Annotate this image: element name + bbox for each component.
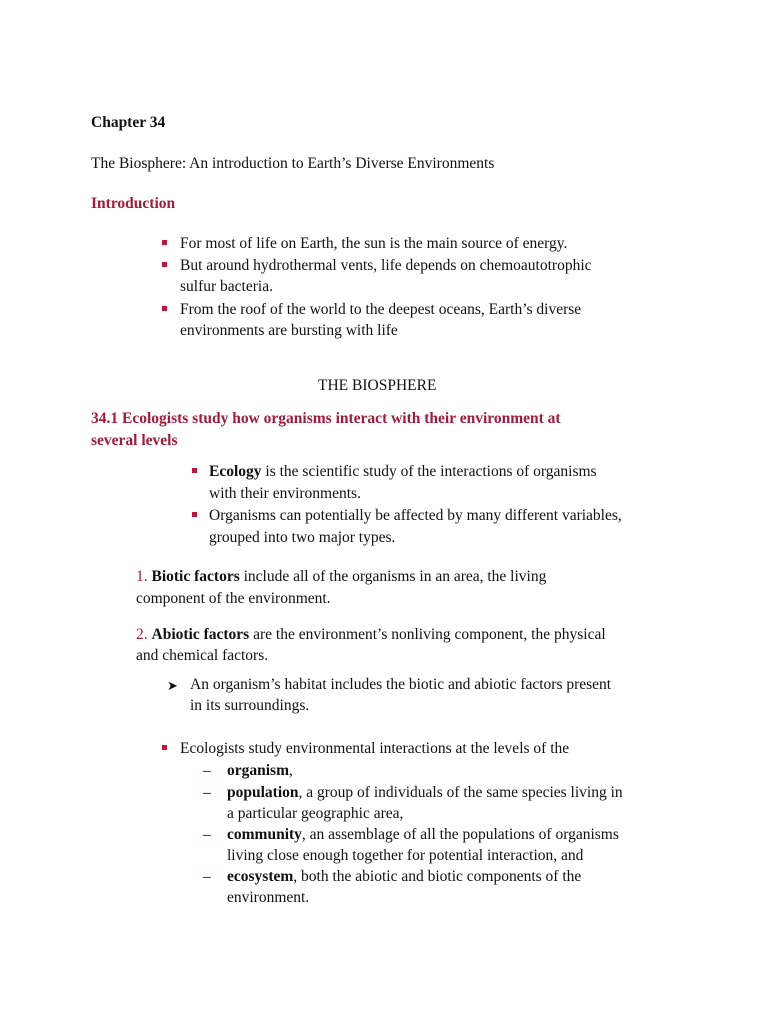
habitat-note-line2: in its surroundings.	[190, 697, 310, 714]
chapter-label: Chapter 34	[91, 114, 166, 131]
abiotic-factors-line1	[136, 624, 606, 645]
intro-bullet-3-line1: From the roof of the world to the deepest oceans, Earth’s diverse	[180, 301, 582, 318]
square-bullet-icon	[192, 468, 197, 473]
variables-bullet-line2: grouped into two major types.	[209, 529, 396, 546]
intro-bullet-2-line2: sulfur bacteria.	[180, 278, 273, 295]
dash-bullet-icon: –	[203, 868, 211, 885]
levels-intro: Ecologists study environmental interactions at the levels of the	[180, 740, 570, 757]
level-population-line2: a particular geographic area,	[227, 805, 404, 822]
biotic-definition: include all of the organisms in an area, the living	[239, 568, 547, 585]
item-number: 1.	[136, 568, 148, 585]
section-heading: THE BIOSPHERE	[318, 377, 437, 394]
chapter-title: The Biosphere: An introduction to Earth’s Diverse Environments	[91, 155, 495, 172]
ecology-term: Ecology	[209, 463, 262, 480]
level-ecosystem-line2: environment.	[227, 889, 310, 906]
level-ecosystem-line1	[227, 866, 581, 887]
intro-bullet-2-line1: But around hydrothermal vents, life depends on chemoautotrophic	[180, 257, 592, 274]
biotic-term: Biotic factors	[151, 568, 240, 585]
level-community-line1	[227, 824, 619, 845]
intro-bullet-1: For most of life on Earth, the sun is the main source of energy.	[180, 235, 568, 252]
abiotic-definition: are the environment’s nonliving component, the physical	[249, 626, 606, 643]
ecology-definition: is the scientific study of the interactions of organisms	[261, 463, 597, 480]
population-definition: , a group of individuals of the same species living in	[298, 784, 623, 801]
square-bullet-icon	[162, 745, 167, 750]
square-bullet-icon	[162, 240, 167, 245]
habitat-note-line1: An organism’s habitat includes the biotic and abiotic factors present	[190, 676, 612, 693]
level-organism	[227, 760, 293, 781]
dash-bullet-icon: –	[203, 784, 211, 801]
community-definition: , an assemblage of all the populations of organisms	[301, 826, 619, 843]
biotic-factors-line2: component of the environment.	[136, 590, 331, 607]
intro-heading: Introduction	[91, 195, 176, 212]
square-bullet-icon	[162, 306, 167, 311]
abiotic-term: Abiotic factors	[151, 626, 250, 643]
ecology-bullet-line1	[209, 461, 597, 482]
community-term: community	[227, 826, 302, 843]
square-bullet-icon	[162, 262, 167, 267]
item-number: 2.	[136, 626, 148, 643]
level-population-line1	[227, 782, 623, 803]
ecology-bullet-line2: with their environments.	[209, 485, 361, 502]
subsection-heading-line2: several levels	[91, 432, 178, 449]
ecosystem-definition: , both the abiotic and biotic components of the	[293, 868, 582, 885]
arrow-bullet-icon: ➤	[167, 679, 178, 694]
intro-bullet-3-line2: environments are bursting with life	[180, 322, 398, 339]
level-community-line2: living close enough together for potential interaction, and	[227, 847, 584, 864]
organism-term: organism	[227, 762, 289, 779]
biotic-factors-line1	[136, 566, 546, 587]
abiotic-factors-line2: and chemical factors.	[136, 647, 269, 664]
square-bullet-icon	[192, 512, 197, 517]
subsection-heading-line1: 34.1 Ecologists study how organisms interact with their environment at	[91, 410, 561, 427]
organism-punct: ,	[289, 762, 293, 779]
ecosystem-term: ecosystem	[227, 868, 294, 885]
dash-bullet-icon: –	[203, 762, 211, 779]
dash-bullet-icon: –	[203, 826, 211, 843]
variables-bullet-line1: Organisms can potentially be affected by many different variables,	[209, 507, 622, 524]
population-term: population	[227, 784, 299, 801]
